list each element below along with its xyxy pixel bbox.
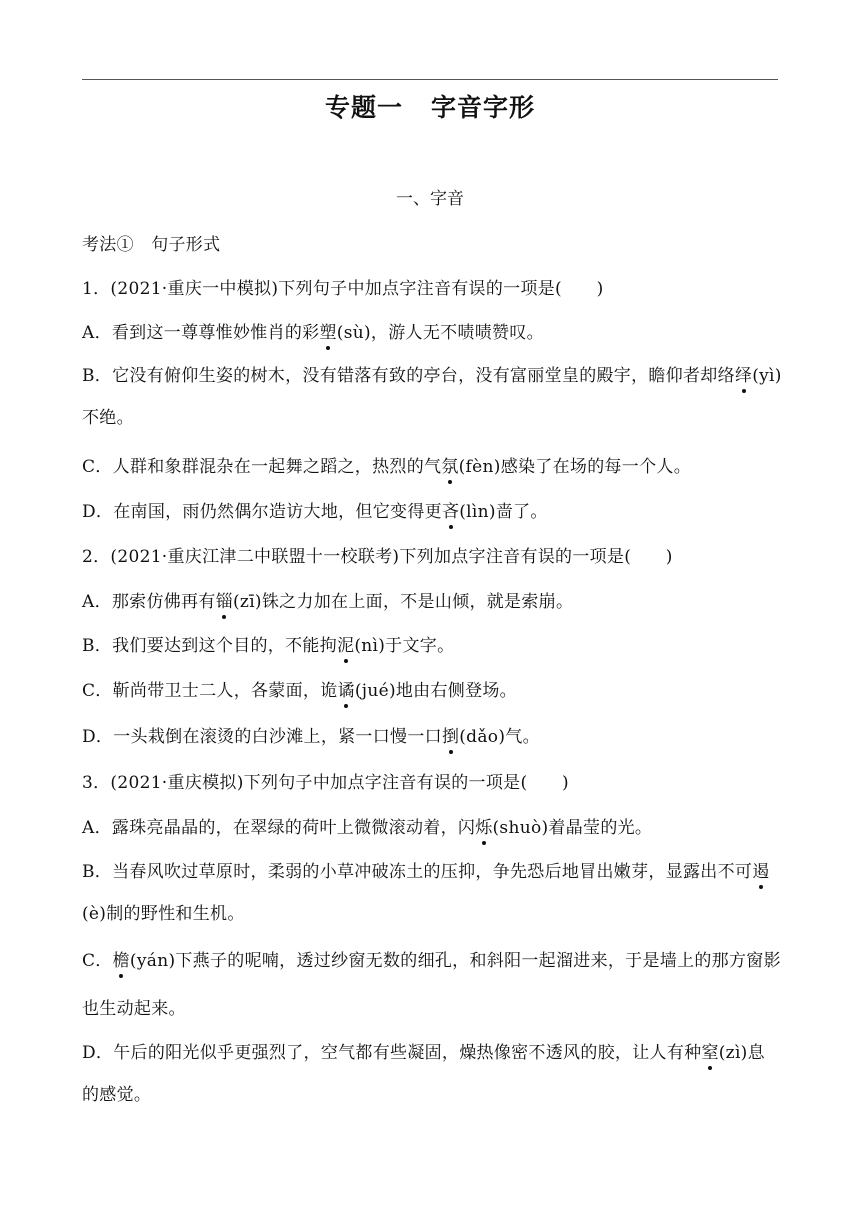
question-1-option-a: A．看到这一尊尊惟妙惟肖的彩塑(sù)，游人无不啧啧赞叹。 — [82, 323, 544, 343]
question-2-option-c: C．靳尚带卫士二人，各蒙面，诡谲(jué)地由右侧登场。 — [82, 681, 517, 701]
header-rule — [82, 79, 778, 80]
question-3-option-a: A．露珠亮晶晶的，在翠绿的荷叶上微微滚动着，闪烁(shuò)着晶莹的光。 — [82, 818, 653, 838]
method-heading: 考法① 句子形式 — [82, 235, 221, 255]
question-2-option-d: D．一头栽倒在滚烫的白沙滩上，紧一口慢一口捯(dǎo)气。 — [82, 727, 540, 747]
question-1-stem: 1．(2021·重庆一中模拟)下列句子中加点字注音有误的一项是( ) — [82, 279, 604, 299]
question-3-stem: 3．(2021·重庆模拟)下列句子中加点字注音有误的一项是( ) — [82, 773, 569, 793]
question-1-option-c: C．人群和象群混杂在一起舞之蹈之，热烈的气氛(fèn)感染了在场的每一个人。 — [82, 457, 691, 477]
section-heading: 一、字音 — [396, 189, 464, 209]
page-title — [0, 88, 860, 124]
question-3-option-b: B．当春风吹过草原时，柔弱的小草冲破冻土的压抑，争先恐后地冒出嫩芽，显露出不可遏(è)制的野性和生机。 — [82, 862, 770, 924]
question-3-option-c: C．檐(yán)下燕子的呢喃，透过纱窗无数的细孔，和斜阳一起溜进来，于是墙上的那方窗影也生动起来。 — [82, 951, 781, 1019]
question-2-option-b: B．我们要达到这个目的，不能拘泥(nì)于文字。 — [82, 636, 455, 656]
question-1-option-b: B．它没有俯仰生姿的树木，没有错落有致的亭台，没有富丽堂皇的殿宇，瞻仰者却络绎(yì)不绝。 — [82, 366, 782, 428]
question-2-option-a: A．那索仿佛再有锱(zī)铢之力加在上面，不是山倾，就是索崩。 — [82, 592, 574, 612]
question-1-option-d: D．在南国，雨仍然偶尔造访大地，但它变得更吝(lìn)啬了。 — [82, 502, 548, 522]
question-3-option-d: D．午后的阳光似乎更强烈了，空气都有些凝固，燥热像密不透风的胶，让人有种窒(zì)息的感觉。 — [82, 1043, 765, 1105]
title-part-1: 专题一 — [324, 93, 403, 122]
title-part-2: 字音字形 — [431, 93, 536, 122]
question-2-stem: 2．(2021·重庆江津二中联盟十一校联考)下列加点字注音有误的一项是( ) — [82, 547, 673, 567]
